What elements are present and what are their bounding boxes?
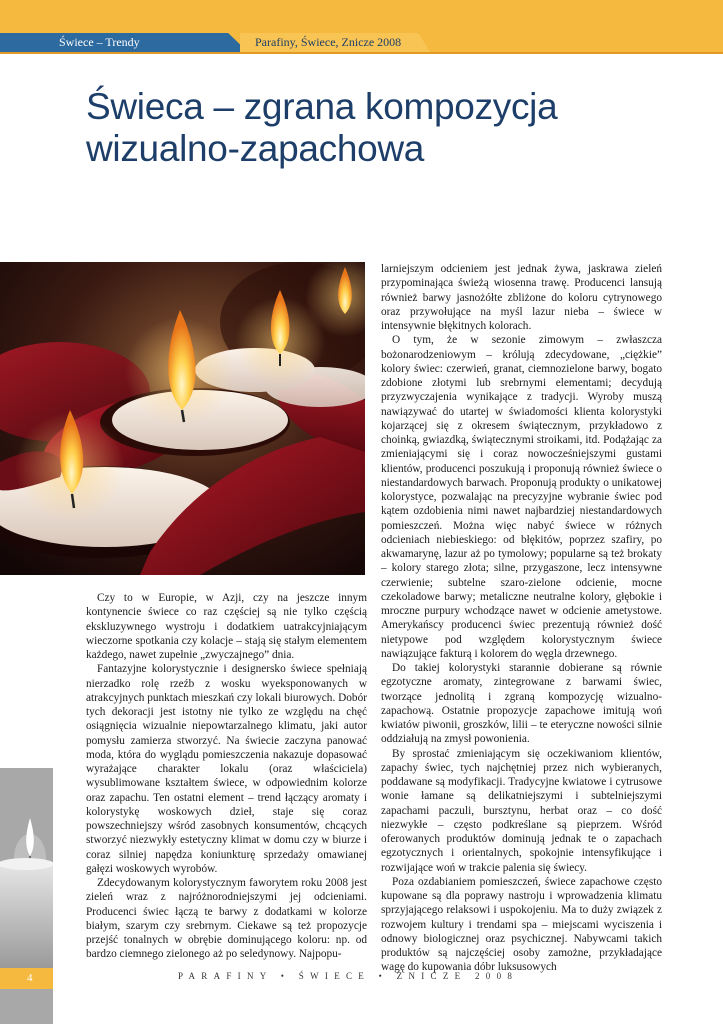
title-line-1: Świeca – zgrana kompozycja: [86, 86, 558, 127]
article-column-left: [86, 591, 367, 962]
section-label: Świece – Trendy: [59, 35, 140, 49]
paragraph: Zdecydowanym kolorystycznym faworytem roku 2008 jest zieleń wraz z najróżnorodniejszymi jej odcieniami. Producenci świec łączą te barwy z dodatkami w kolorze białym, szarym czy srebrnym. Ciekawe są też propozycje przejść tonalnych w obrębie dominującego koloru: np. od bardzo ciemnego zielonego aż po seledynowy. Najpopu-: [86, 877, 367, 961]
header-divider: [0, 52, 723, 54]
paragraph: Fantazyjne kolorystycznie i designersko świece spełniają nierzadko rolę rzeźb z wosku wyeksponowanych w atrakcyjnych punktach mieszkań czy lokali biurowych. Dobór tych dekoracji jest istotny nie tylko ze względu na chęć osiągnięcia wizualnie niepowtarzalnego klimatu, jaki autor pomysłu zamierza stworzyć. Na świecie zaczyna panować moda, która do wyglądu pomieszczenia nakazuje dopasować wyrażające charakter lokalu (oraz właściciela) wysublimowane kształtem świece, w odpowiednim kolorze oraz zapachu. Ten ostatni element – trend łączący aromaty i kolorystykę woskowych dzieł, staje się coraz powszechniejszy wśród zasobnych konsumentów, chcących stworzyć niezwykły estetyczny klimat w domu czy w biurze i coraz silniej napędza koniunkturę sprzedaży omawianej gałęzi woskowych wyrobów.: [86, 663, 367, 875]
candle-icon: [0, 768, 53, 968]
title-line-2: wizualno-zapachowa: [86, 128, 425, 169]
paragraph: By sprostać zmieniającym się oczekiwaniom klientów, zapachy świec, tych najchętniej przez nich wybieranych, poddawane są modyfikacji. Tradycyjne kwiatowe i cytrusowe wonie łamane są delikatniejszymi i subtelniejszymi zapachami paczuli, bursztynu, herbat oraz – co dość niezwykłe – często podkreślane są pieprzem. Wśród oferowanych produktów dominują jednak te o zapachach egzotycznych i orientalnych, spokojnie intensyfikujące i rozwijające woń w trakcie palenia się świecy.: [381, 747, 662, 874]
candles-photo: [0, 262, 365, 575]
paragraph: O tym, że w sezonie zimowym – zwłaszcza bożonarodzeniowym – królują zdecydowane, „ciężkie” kolory świec: czerwień, granat, ciemnozielone barwy, bogato zdobione złotymi lub srebrnymi elementami; decydują przyzwyczajenia wynikające z tradycji. Wyroby muszą nawiązywać do utartej w świadomości klienta kolorystyki kojarzącej się z okresem świątecznym, przykładowo z choinką, gwiazdką, świątecznymi stroikami, itd. Podążając za zmieniającymi się i coraz nowocześniejszymi gustami klientów, producenci poszukują i proponują również świece o niestandardowych barwach. Proponują produkty o unikatowej kolorystyce, pozwalając na precyzyjne wybranie świec pod kątem ozdobienia nimi nawet najbardziej niestandardowych pomieszczeń. Można więc nabyć świece w różnych odcieniach niebieskiego: od błękitów, poprzez szafiry, po akwamarynę, lazur aż po tymolowy; popularne są też brokaty – kolory starego złota; silne, przygaszone, lecz intensywne czerwienie; subtelne szaro-zielone odcienie, mocne czekoladowe barwy; metaliczne neutralne kolory, głębokie i mroczne purpury wchodzące nawet w odcienie ametystowe. Amerykańscy producenci świec prezentują również dość nietypowe pod względem kolorystycznym świece nawiązujące fakturą i kolorem do węgla drzewnego.: [381, 334, 662, 660]
publication-label: Parafiny, Świece, Znicze 2008: [255, 35, 402, 49]
paragraph: Do takiej kolorystyki starannie dobierane są równie egzotyczne aromaty, zintegrowane z barwami świec, tworzące jednolitą i zgraną kompozycję wizualno-zapachową. Ostatnie propozycje zapachowe imitują woń kwiatów piwonii, groszków, lilii – te eteryczne nowości silnie oddziałują na zmysł powonienia.: [381, 662, 662, 746]
running-footer: PARAFINY • ŚWIECE • ZNICZE 2008: [178, 971, 519, 981]
paragraph: larniejszym odcieniem jest jednak żywa, jaskrawa zieleń przypominająca świeżą wiosenna trawę. Producenci lansują również barwy jasnożółte zbliżone do koloru cytrynowego oraz przywołujące na myśl lazur nieba – świece w intensywnie błękitnych kolorach.: [381, 263, 662, 332]
article-column-right: [381, 262, 662, 975]
article-title: [86, 86, 686, 170]
paragraph: Poza ozdabianiem pomieszczeń, świece zapachowe często kupowane są dla poprawy nastroju i wprowadzenia klimatu sprzyjającego relaksowi i uspokojeniu. Ma to duży związek z rozwojem kultury i trendami spa – miejscami wyciszenia i odnowy biologicznej oraz psychicznej. Nabywcami takich produktów są najczęściej osoby zamożne, przykładające wagę do kupowania dóbr luksusowych: [381, 875, 662, 974]
paragraph: Czy to w Europie, w Azji, czy na jeszcze innym kontynencie świece co raz częściej są nie tylko częścią ekskluzywnego wystroju i dodatkiem uatrakcyjniającym wieczorne spotkania czy kolacje – stają się stałym elementem każdego, nawet zupełnie „zwyczajnego” dnia.: [86, 592, 367, 661]
page-number: 4: [0, 968, 53, 989]
